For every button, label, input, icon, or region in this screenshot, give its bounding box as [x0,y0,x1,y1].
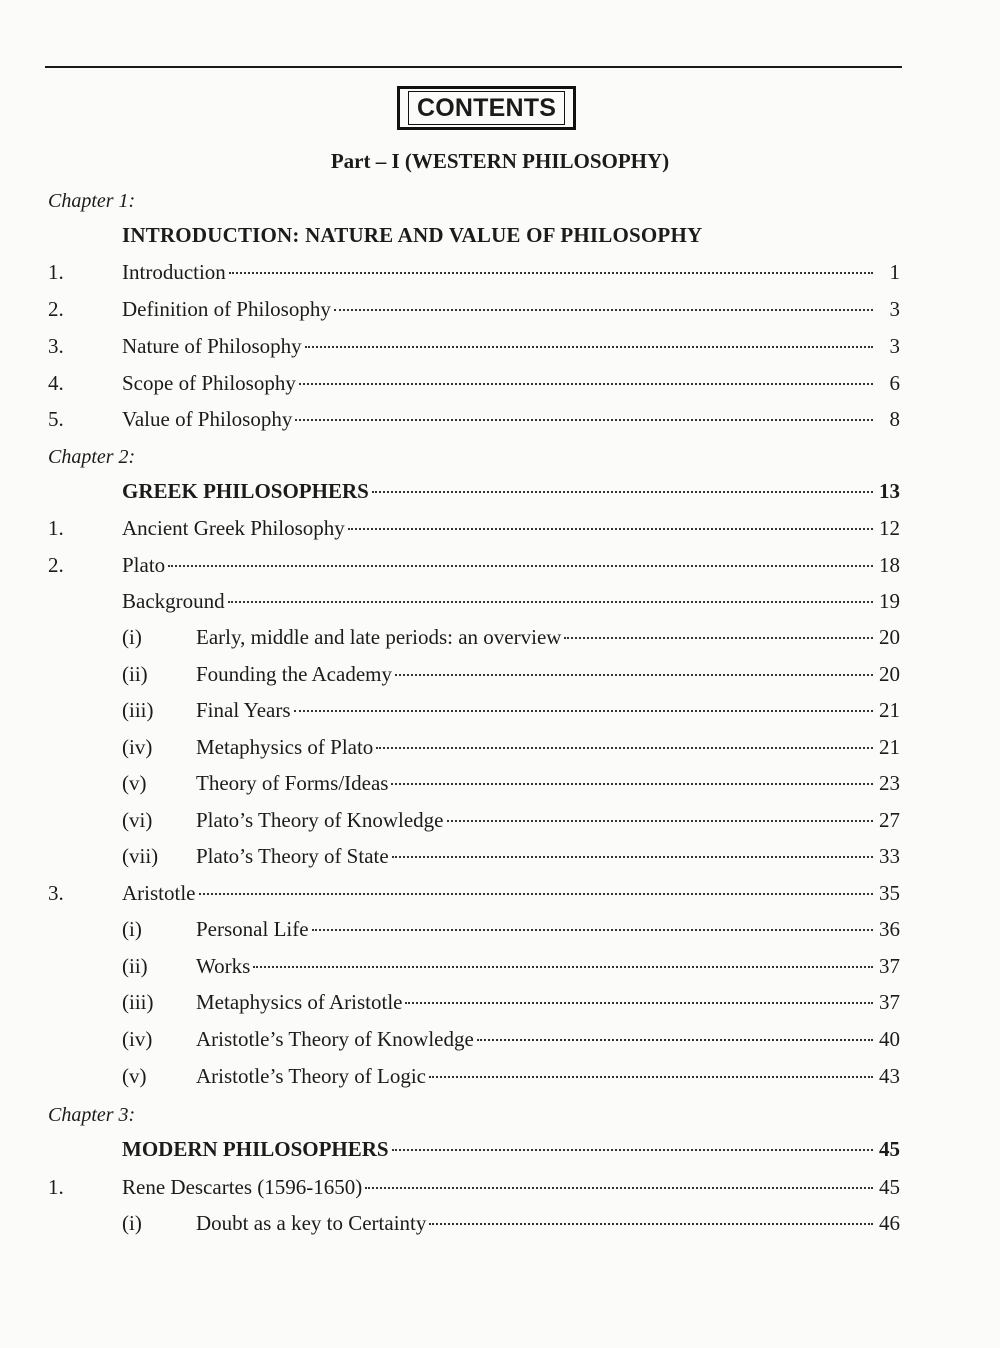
entry-number: (i) [122,625,142,649]
dot-leader [372,472,873,493]
dot-leader [253,947,873,968]
entry-title: Early, middle and late periods: an overview [196,625,562,649]
toc-entry [48,257,900,287]
entry-number: (vi) [122,808,153,832]
entry-number: 1. [48,516,64,540]
part-title: Part – I (WESTERN PHILOSOPHY) [330,149,670,173]
toc-entry [48,513,900,543]
dot-leader [477,1020,873,1041]
chapter-title-entry [48,476,900,506]
entry-title: Rene Descartes (1596-1650) [122,1175,363,1199]
entry-title: Aristotle’s Theory of Knowledge [196,1027,474,1051]
contents-heading: CONTENTS [408,91,565,125]
toc-entry [48,331,900,361]
entry-title: Doubt as a key to Certainty [196,1211,427,1235]
entry-title: Definition of Philosophy [122,297,331,321]
dot-leader [395,655,873,676]
dot-leader [312,910,873,931]
chapter-label: Chapter 1: [48,190,136,212]
toc-entry [48,404,900,434]
toc-entry [48,550,900,580]
entry-page: 12 [879,516,900,540]
entry-number: (v) [122,1064,147,1088]
entry-page: 23 [879,771,900,795]
entry-page: 3 [889,334,900,358]
entry-page: 40 [879,1027,900,1051]
entry-number: 3. [48,334,64,358]
dot-leader [405,983,873,1004]
entry-page: 45 [879,1175,900,1199]
entry-page: 43 [879,1064,900,1088]
dot-leader [348,509,873,530]
dot-leader [199,874,874,895]
entry-title: Ancient Greek Philosophy [122,516,345,540]
dot-leader [447,801,874,822]
dot-leader [365,1168,873,1189]
entry-number: 3. [48,881,64,905]
dot-leader [299,364,873,385]
entry-number: (iii) [122,990,154,1014]
entry-page: 1 [889,260,900,284]
dot-leader [295,400,873,421]
entry-title: Final Years [196,698,291,722]
entry-title: Nature of Philosophy [122,334,302,358]
dot-leader [564,618,873,639]
dot-leader [334,290,873,311]
toc-subentry [48,1024,900,1054]
entry-title: Plato [122,553,166,577]
entry-page: 8 [889,407,900,431]
toc-subentry [48,1061,900,1091]
entry-page: 18 [879,553,900,577]
toc-entry [48,368,900,398]
toc-subentry [48,805,900,835]
toc-entry [48,878,900,908]
entry-number: (i) [122,917,142,941]
entry-title: Personal Life [196,917,309,941]
dot-leader [392,1130,873,1151]
toc-entry [48,294,900,324]
toc-subentry [48,695,900,725]
entry-number: 1. [48,1175,64,1199]
entry-number: (ii) [122,954,148,978]
chapter-title-entry [48,1134,900,1164]
entry-number: 4. [48,371,64,395]
chapter-title: INTRODUCTION: NATURE AND VALUE OF PHILOSOPHY [122,223,703,247]
entry-number: (iv) [122,735,153,759]
entry-number: (iii) [122,698,154,722]
toc-entry [48,1172,900,1202]
entry-title: Works [196,954,251,978]
dot-leader [429,1057,873,1078]
entry-page: 37 [879,954,900,978]
toc-subentry [48,914,900,944]
entry-page: 37 [879,990,900,1014]
entry-number: (iv) [122,1027,153,1051]
entry-title: Metaphysics of Plato [196,735,374,759]
contents-heading-box [397,86,576,130]
entry-page: 19 [879,589,900,613]
toc-subentry [48,987,900,1017]
chapter-page: 13 [879,479,900,503]
entry-number: (vii) [122,844,159,868]
entry-page: 3 [889,297,900,321]
entry-number: 1. [48,260,64,284]
toc-subentry [48,659,900,689]
toc-subentry [48,841,900,871]
entry-page: 21 [879,735,900,759]
dot-leader [168,546,873,567]
entry-number: 2. [48,553,64,577]
entry-title: Founding the Academy [196,662,392,686]
entry-title: Theory of Forms/Ideas [196,771,389,795]
dot-leader [429,1204,873,1225]
dot-leader [228,582,873,603]
entry-title: Value of Philosophy [122,407,293,431]
dot-leader [305,327,873,348]
entry-page: 20 [879,662,900,686]
toc-entry [48,586,900,616]
entry-number: 2. [48,297,64,321]
dot-leader [376,728,873,749]
dot-leader [392,837,873,858]
entry-page: 46 [879,1211,900,1235]
entry-page: 20 [879,625,900,649]
entry-page: 36 [879,917,900,941]
chapter-label: Chapter 3: [48,1104,136,1126]
toc-subentry [48,951,900,981]
entry-number: (i) [122,1211,142,1235]
entry-page: 35 [879,881,900,905]
entry-number: 5. [48,407,64,431]
toc-subentry [48,732,900,762]
entry-title: Introduction [122,260,226,284]
entry-title: Aristotle [122,881,196,905]
dot-leader [229,253,873,274]
top-rule [45,66,902,68]
entry-title: Plato’s Theory of Knowledge [196,808,444,832]
entry-number: (v) [122,771,147,795]
entry-title: Background [122,589,225,613]
toc-subentry [48,768,900,798]
entry-page: 21 [879,698,900,722]
toc-subentry [48,622,900,652]
chapter-title: GREEK PHILOSOPHERS [122,479,369,503]
entry-number: (ii) [122,662,148,686]
dot-leader [294,691,873,712]
dot-leader [391,764,873,785]
entry-page: 6 [889,371,900,395]
entry-title: Aristotle’s Theory of Logic [196,1064,426,1088]
toc-subentry [48,1208,900,1238]
chapter-title: MODERN PHILOSOPHERS [122,1137,389,1161]
entry-title: Metaphysics of Aristotle [196,990,403,1014]
entry-page: 27 [879,808,900,832]
entry-title: Plato’s Theory of State [196,844,389,868]
entry-page: 33 [879,844,900,868]
chapter-label: Chapter 2: [48,446,136,468]
entry-title: Scope of Philosophy [122,371,296,395]
chapter-page: 45 [879,1137,900,1161]
